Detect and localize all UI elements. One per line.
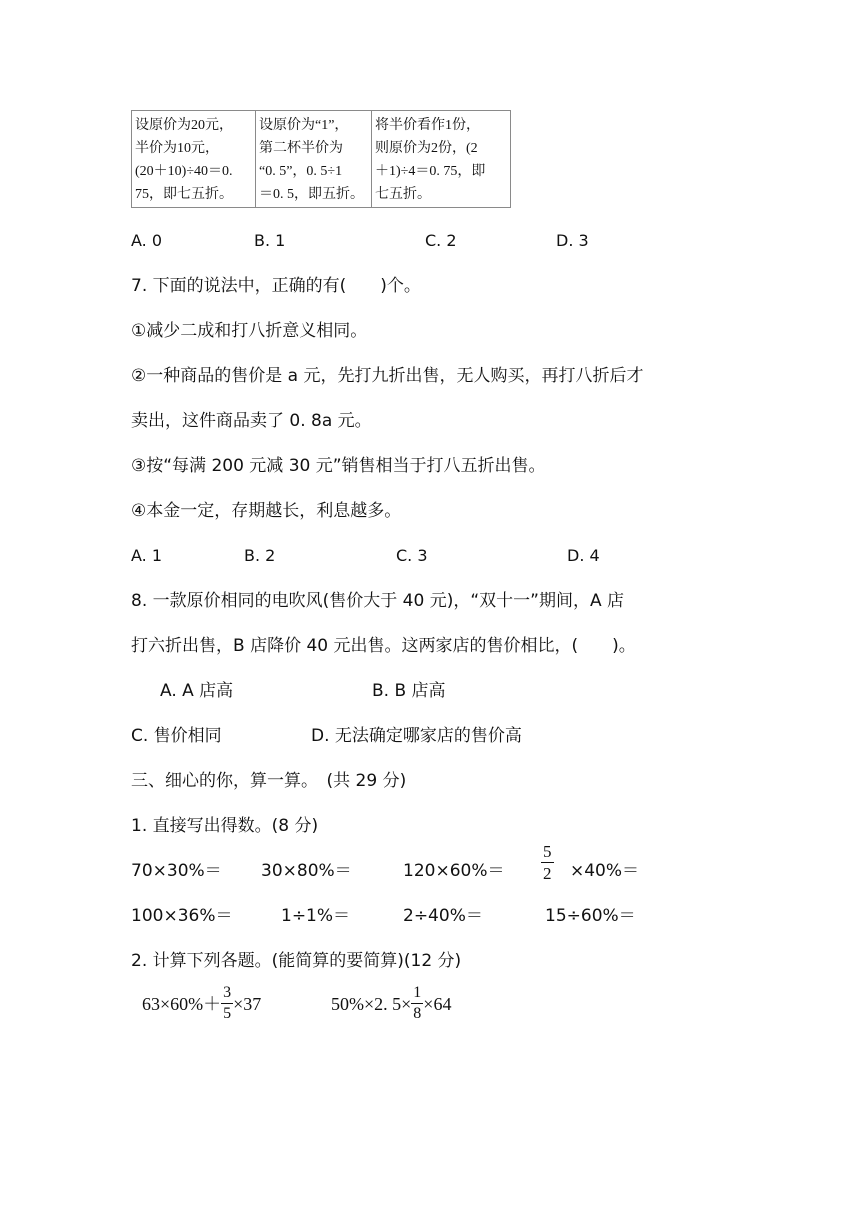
expression-2-part-b: ×64 xyxy=(423,993,452,1014)
q7-option-a: A. 1 xyxy=(131,546,163,565)
q8-option-d: D. 无法确定哪家店的售价高 xyxy=(311,726,522,746)
q8-stem-line-2: 打六折出售，B 店降价 40 元出售。这两家店的售价相比，( )。 xyxy=(131,636,636,656)
fraction-numerator: 5 xyxy=(543,842,552,861)
fraction xyxy=(541,843,554,882)
q7-statement-1: ①减少二成和打八折意义相同。 xyxy=(131,321,368,341)
q7-statement-3: ③按“每满 200 元减 30 元”销售相当于打八五折出售。 xyxy=(131,456,546,476)
table-cell-line: 设原价为“1”， xyxy=(259,118,349,133)
fraction-numerator: 3 xyxy=(221,985,233,1004)
q6-option-a: A. 0 xyxy=(131,231,163,250)
table-cell-line: 设原价为20元， xyxy=(135,118,233,133)
fraction xyxy=(411,985,423,1022)
calc-120x60: 120×60%＝ xyxy=(403,861,505,881)
table-cell-line: (20＋10)÷40＝0. xyxy=(135,164,233,179)
q7-statement-2a: ②一种商品的售价是 a 元，先打九折出售，无人购买，再打八折后才 xyxy=(131,366,644,386)
table-cell-line: 七五折。 xyxy=(375,187,431,202)
expression-1-part-b: ×37 xyxy=(233,993,262,1014)
fraction xyxy=(221,985,233,1022)
table-cell-line: 则原价为2份，(2 xyxy=(375,141,478,156)
table-cell-line: 第二杯半价为 xyxy=(259,141,343,156)
calc-30x80: 30×80%＝ xyxy=(261,861,352,881)
fraction-numerator: 1 xyxy=(411,985,423,1004)
expression-1 xyxy=(142,985,261,1022)
q6-option-c: C. 2 xyxy=(425,231,457,250)
expression-1-part-a: 63×60%＋ xyxy=(142,993,222,1014)
calc-100x36: 100×36%＝ xyxy=(131,906,233,926)
q8-option-a: A. A 店高 xyxy=(160,681,234,701)
calc-1div1: 1÷1%＝ xyxy=(281,906,351,926)
table-cell-line: ＝0. 5，即五折。 xyxy=(259,187,364,202)
table-cell-method-3 xyxy=(372,111,510,207)
fraction-denominator: 5 xyxy=(223,1005,232,1022)
fraction-denominator: 2 xyxy=(543,864,552,883)
calc-frac-x40: ×40%＝ xyxy=(570,861,640,881)
table-cell-line: “0. 5”，0. 5÷1 xyxy=(259,164,343,179)
q7-statement-2b: 卖出，这件商品卖了 0. 8a 元。 xyxy=(131,411,372,431)
table-cell-line: 半价为10元， xyxy=(135,141,219,156)
fraction-denominator: 8 xyxy=(413,1005,422,1022)
q8-stem-line-1: 8. 一款原价相同的电吹风(售价大于 40 元)，“双十一”期间，A 店 xyxy=(131,591,624,611)
table-cell-line: 将半价看作1份， xyxy=(375,118,480,133)
part-2-title: 2. 计算下列各题。(能简算的要简算)(12 分) xyxy=(131,951,462,971)
section-3-title: 三、细心的你，算一算。 (共 29 分) xyxy=(131,771,407,791)
calc-2div40: 2÷40%＝ xyxy=(403,906,483,926)
table-cell-method-2 xyxy=(256,111,372,207)
q8-option-c: C. 售价相同 xyxy=(131,726,222,746)
q7-option-d: D. 4 xyxy=(567,546,600,565)
q6-option-d: D. 3 xyxy=(556,231,589,250)
table-cell-method-1 xyxy=(132,111,256,207)
q7-statement-4: ④本金一定，存期越长，利息越多。 xyxy=(131,501,402,521)
q7-stem: 7. 下面的说法中，正确的有( )个。 xyxy=(131,276,421,296)
q7-option-b: B. 2 xyxy=(244,546,276,565)
table-cell-line: ＋1)÷4＝0. 75，即 xyxy=(375,164,486,179)
table-cell-line: 75，即七五折。 xyxy=(135,187,233,202)
methods-table xyxy=(131,110,511,208)
calc-15div60: 15÷60%＝ xyxy=(545,906,636,926)
expression-2 xyxy=(331,985,451,1022)
calc-70x30: 70×30%＝ xyxy=(131,861,222,881)
part-1-title: 1. 直接写出得数。(8 分) xyxy=(131,816,319,836)
fraction-5-2 xyxy=(541,843,554,882)
q7-option-c: C. 3 xyxy=(396,546,428,565)
q8-option-b: B. B 店高 xyxy=(372,681,446,701)
expression-2-part-a: 50%×2. 5× xyxy=(331,993,412,1014)
q6-option-b: B. 1 xyxy=(254,231,286,250)
